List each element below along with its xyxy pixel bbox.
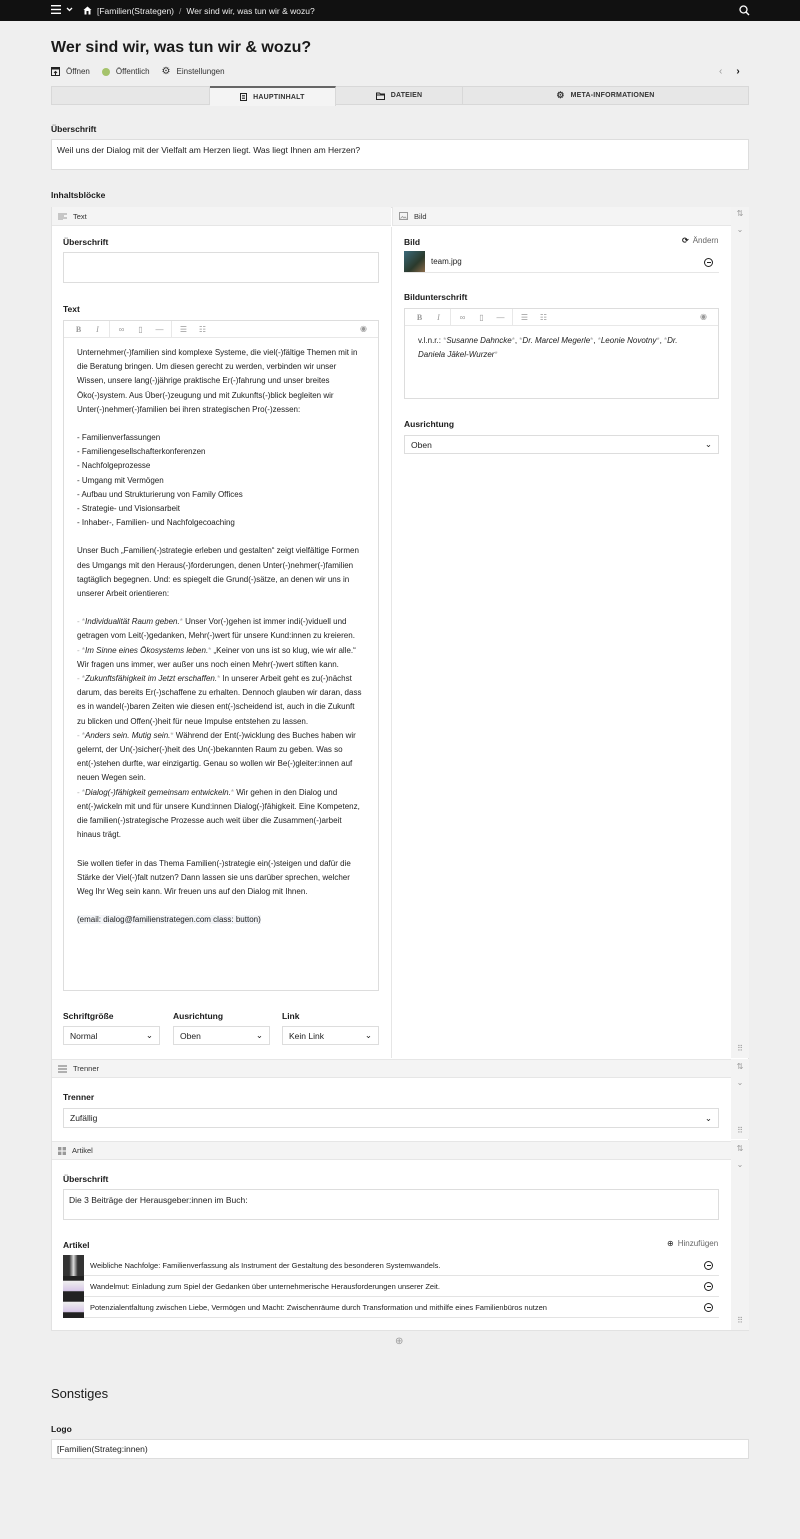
principle-title: Im Sinne eines Ökosystems leben. — [85, 645, 209, 655]
principle-text: Unser Vor(-)gehen ist immer indi(-)viduell und getragen vom Leit(-)gedanken, Mehr(-)wert für unsere Kund:innen zu kreieren. — [77, 617, 355, 641]
chevron-down-icon: ⌄ — [255, 1030, 263, 1040]
list-item: - Strategie- und Visionsarbeit — [77, 504, 181, 514]
list-item: - Inhaber-, Familien- und Nachfolgecoaching — [77, 518, 235, 528]
status-dot-icon — [102, 68, 110, 76]
article-row[interactable] — [63, 1276, 719, 1297]
change-image-button[interactable] — [682, 236, 719, 245]
block-rail — [731, 207, 749, 1058]
status-label: Öffentlich — [115, 67, 150, 76]
principle-title: Anders sein. Mutig sein. — [85, 730, 171, 740]
select-value: Oben — [411, 439, 432, 450]
article-row[interactable] — [63, 1255, 719, 1276]
principle-title: Zukunftsfähigkeit im Jetzt erschaffen. — [85, 674, 218, 684]
text-editor-content[interactable] — [64, 338, 378, 935]
block-type-label: Text — [73, 211, 87, 221]
articles-block-header[interactable] — [52, 1141, 731, 1160]
alignment-select[interactable] — [173, 1026, 270, 1045]
font-size-select[interactable] — [63, 1026, 160, 1045]
pager — [719, 66, 740, 77]
breadcrumb-separator: / — [179, 5, 182, 16]
caption-name: Dr. Daniela Jäkel-Wurzer — [418, 336, 678, 360]
bold-icon[interactable]: B — [75, 324, 82, 334]
list-item: - Familienverfassungen — [77, 433, 161, 443]
breadcrumb — [83, 0, 315, 21]
tab-bar — [51, 86, 749, 105]
top-bar — [0, 0, 800, 21]
image-block-icon — [399, 212, 408, 220]
list-item: - Aufbau und Strukturierung von Family Offices — [77, 489, 243, 499]
select-value: Kein Link — [289, 1030, 324, 1041]
bullet-list-icon[interactable]: ☰ — [179, 324, 188, 334]
divider-block-header[interactable] — [52, 1059, 731, 1078]
paragraph: Unternehmer(-)familien sind komplexe Systeme, die viel(-)fältige Themen mit in die Beratung bringen. Um diesen gerecht zu werden, verbinden wir unser Wissen, unsere lang(-)jährige praktische Er(-)fahrung und unser breites Öko(-)system. Aus Über(-)zeugung und mit Zukunfts(-)blick begleiten wir Unter(-)nehmer(-)familien bei ihren strategischen Pro(-)zessen: — [77, 348, 358, 414]
folder-icon — [376, 92, 385, 100]
previous-page-icon[interactable]: ‹ — [719, 66, 723, 77]
editor-toolbar — [405, 309, 718, 326]
font-size-label: Schriftgröße — [63, 1011, 114, 1021]
image-alignment-select[interactable] — [404, 435, 719, 454]
chevron-down-icon: ⌄ — [704, 439, 712, 449]
heading-input[interactable]: Weil uns der Dialog mit der Vielfalt am Herzen liegt. Was liegt Ihnen am Herzen? — [51, 139, 749, 170]
tab-meta-informationen[interactable] — [463, 87, 748, 104]
list-item: - Nachfolgeprozesse — [77, 461, 151, 471]
articles-heading-label: Überschrift — [63, 1174, 109, 1184]
italic-icon[interactable]: I — [437, 312, 440, 322]
gear-icon: ⚙ — [161, 66, 171, 77]
open-icon — [51, 67, 60, 76]
article-thumbnail — [63, 1255, 84, 1276]
horizontal-rule-icon[interactable]: — — [496, 312, 505, 322]
open-label: Öffnen — [66, 67, 90, 76]
file-icon[interactable]: ▯ — [479, 312, 484, 322]
paragraph: Unser Buch „Familien(-)strategie erleben und gestalten“ zeigt vielfältige Formen des Umgangs mit den Heraus(-)forderungen, denen Unter(-)nehmer(-)familien tagtäglich begegnen. Und: es spiegelt die Grund(-)sätze, an denen wir uns in unserer Arbeit orientieren: — [77, 546, 359, 599]
misc-title: Sonstiges — [51, 1386, 109, 1401]
image-alignment-label: Ausrichtung — [404, 419, 455, 429]
caption-prefix: v.l.n.r.: — [418, 336, 444, 345]
change-label: Ändern — [692, 236, 719, 245]
chevron-down-icon: ⌄ — [145, 1030, 153, 1040]
articles-heading-input[interactable]: Die 3 Beiträge der Herausgeber:innen im Buch: — [63, 1189, 719, 1220]
page-title: Wer sind wir, was tun wir & wozu? — [51, 39, 312, 56]
search-icon[interactable] — [739, 5, 750, 16]
breadcrumb-page[interactable]: Wer sind wir, was tun wir & wozu? — [186, 5, 315, 16]
alignment-label: Ausrichtung — [173, 1011, 224, 1021]
principle-item: - *Anders sein. Mutig sein.* Während der Ent(-)wicklung des Buches haben wir gelernt, der Un(-)sicher(-)heit des Un(-)bekannten Raum zu geben. Was so ent(-)stehen durfte, war einzigartig. Genau so wollen wir Be(-)gleiter:innen auf neuen Wegen sein. — [77, 730, 356, 783]
select-value: Normal — [70, 1030, 98, 1041]
preview-eye-icon[interactable]: ◉ — [360, 324, 367, 333]
text-heading-input[interactable] — [63, 252, 379, 283]
text-block-header[interactable] — [52, 207, 391, 226]
remove-icon[interactable] — [704, 258, 713, 267]
principle-text: Wir gehen in den Dialog und ent(-)wickeln mit und für unsere Kund:innen Dialog(-)fähigkeit. Eine Kompetenz, die familien(-)strategische Prozesse auch weit über die Zusammen(-)arbeit hinaus trägt. — [77, 787, 360, 840]
numbered-list-icon[interactable]: ☷ — [198, 324, 207, 334]
principle-item: - *Dialog(-)fähigkeit gemeinsam entwickeln.* Wir gehen in den Dialog und ent(-)wickeln mit und für unsere Kund:innen Dialog(-)fähigkeit. Eine Kompetenz, die familien(-)strategische Prozesse auch weit über die Zusammen(-)arbeit hinaus trägt. — [77, 787, 360, 840]
plus-circle-icon: ⊕ — [667, 1239, 674, 1248]
tab-dateien[interactable] — [336, 87, 463, 104]
tab-label: META-INFORMATIONEN — [570, 92, 655, 99]
column-divider — [391, 227, 392, 1058]
chevron-down-icon[interactable]: ⌄ — [736, 1160, 744, 1169]
block-type-label: Bild — [414, 211, 427, 221]
articles-list-label: Artikel — [63, 1240, 90, 1250]
heading-label: Überschrift — [51, 124, 97, 134]
caption-content[interactable]: v.l.n.r.: *Susanne Dahncke*, *Dr. Marcel Megerle*, *Leonie Novotny*, *Dr. Daniela Jäkel-Wurzer* — [418, 336, 678, 360]
bullet-list-icon[interactable]: ☰ — [520, 312, 529, 322]
sort-icon[interactable]: ⇅ — [736, 1144, 744, 1153]
principle-item: - *Individualität Raum geben.* Unser Vor(-)gehen ist immer indi(-)viduell und getragen vom Leit(-)gedanken, Mehr(-)wert für unsere Kund:innen zu kreieren. — [77, 617, 355, 641]
bold-icon[interactable]: B — [416, 312, 423, 322]
principle-item: - *Im Sinne eines Ökosystems leben.* „Keiner von uns ist so klug, wie wir alle.“ Wir fragen uns immer, wer außer uns noch einen Mehr(-)wert stiften kann. — [77, 645, 356, 669]
text-label: Text — [63, 304, 80, 314]
block-type-label: Artikel — [72, 1146, 93, 1155]
list-item: - Familiengesellschafterkonferenzen — [77, 447, 206, 457]
link-label: Link — [282, 1011, 300, 1021]
principle-text: Während der Ent(-)wicklung des Buches haben wir gelernt, der Un(-)sicher(-)heit des Un(-)bekannten Raum zu geben. Was so ent(-)stehen durfte, war einzigartig. Genau so wollen wir Be(-)gleiter:innen auf neuen Wegen sein. — [77, 730, 356, 783]
preview-eye-icon[interactable]: ◉ — [700, 312, 707, 321]
article-title: Wandelmut: Einladung zum Spiel der Gedanken über unternehmerische Herausforderungen unserer Zeit. — [90, 1281, 440, 1291]
principle-item: - *Zukunftsfähigkeit im Jetzt erschaffen.* In unserer Arbeit geht es zu(-)nächst darum, das bereits Er(-)schaffene zu erhalten. Dennoch glauben wir daran, dass es in wandel(-)baren Zeiten wie diesen ent(-)scheidend ist, auch in die Zukunft zu blicken und Offen(-)heit für neue Impulse entstehen zu lassen. — [77, 674, 362, 726]
caption-name: Dr. Marcel Megerle — [522, 336, 591, 345]
page-actions — [51, 66, 237, 77]
caption-name: Susanne Dahncke — [446, 336, 512, 345]
blocks-label: Inhaltsblöcke — [51, 190, 106, 200]
principle-text: In unserer Arbeit geht es zu(-)nächst darum, das bereits Er(-)schaffene zu erhalten. Dennoch glauben wir daran, dass es in wandel(-)baren Zeiten wie diesen ent(-)scheidend ist, auch in die Zukunft zu blicken und Offen(-)heit für neue Impulse entstehen zu lassen. — [77, 674, 362, 726]
drag-handle-icon[interactable]: ⠿ — [737, 1316, 743, 1325]
article-title: Weibliche Nachfolge: Familienverfassung als Instrument der Gestaltung des besonderen Systemwandels. — [90, 1260, 441, 1270]
add-label: Hinzufügen — [677, 1239, 719, 1248]
drag-handle-icon[interactable]: ⠿ — [737, 1044, 743, 1053]
hamburger-icon — [51, 5, 61, 14]
link-select[interactable] — [282, 1026, 379, 1045]
link-icon[interactable]: ∞ — [118, 324, 125, 334]
article-row[interactable] — [63, 1297, 719, 1318]
add-block-icon[interactable]: ⊕ — [395, 1336, 404, 1347]
image-filename: team.jpg — [431, 257, 462, 266]
remove-icon[interactable] — [704, 1282, 713, 1291]
image-thumbnail — [404, 251, 425, 272]
remove-icon[interactable] — [704, 1303, 713, 1312]
principle-text: „Keiner von uns ist so klug, wie wir alle.“ Wir fragen uns immer, wer außer uns noch einen Mehr(-)wert stiften kann. — [77, 645, 356, 669]
gear-icon: ⚙ — [556, 90, 565, 100]
drag-handle-icon[interactable]: ⠿ — [737, 1126, 743, 1135]
logo-label: Logo — [51, 1424, 72, 1434]
menu-toggle[interactable] — [51, 5, 73, 14]
refresh-icon: ⟳ — [682, 236, 689, 245]
tab-hauptinhalt[interactable] — [210, 86, 337, 106]
sort-icon[interactable]: ⇅ — [736, 209, 744, 218]
select-value: Oben — [180, 1030, 201, 1041]
list-item: - Umgang mit Vermögen — [77, 475, 164, 485]
logo-input[interactable]: [Familien(Strateg:innen) — [51, 1439, 749, 1459]
status-button[interactable] — [102, 67, 150, 76]
chevron-down-icon — [66, 7, 73, 12]
add-article-button[interactable] — [667, 1239, 718, 1248]
italic-icon[interactable]: I — [96, 324, 99, 334]
caption-label: Bildunterschrift — [404, 292, 468, 302]
image-block-header[interactable] — [392, 207, 731, 226]
remove-icon[interactable] — [704, 1261, 713, 1270]
caption-name: Leonie Novotny — [600, 336, 657, 345]
article-title: Potenzialentfaltung zwischen Liebe, Vermögen und Macht: Zwischenräume durch Transformation und mithilfe eines Familienbüros nutzen — [90, 1302, 547, 1312]
chevron-down-icon: ⌄ — [704, 1112, 712, 1123]
grid-block-icon — [58, 1147, 66, 1155]
text-block-icon — [58, 213, 67, 220]
email-button-markup: (email: dialog@familienstrategen.com class: button) — [77, 915, 261, 925]
link-icon[interactable]: ∞ — [459, 312, 466, 322]
tab-empty[interactable] — [52, 87, 210, 104]
next-page-icon[interactable]: › — [736, 66, 740, 77]
file-icon[interactable]: ▯ — [138, 324, 143, 334]
principle-title: Individualität Raum geben. — [85, 617, 180, 627]
divider-label: Trenner — [63, 1092, 95, 1102]
document-icon — [240, 93, 247, 101]
home-icon[interactable] — [83, 6, 92, 15]
divider-block-icon — [58, 1065, 67, 1073]
image-label: Bild — [404, 237, 421, 247]
paragraph: Sie wollen tiefer in das Thema Familien(-)strategie ein(-)steigen und dafür die Stärke der Viel(-)falt nutzen? Dann lassen sie uns darüber sprechen, welcher Weg Ihr Weg sein kann. Wir freuen uns auf den Dialog mit Ihnen. — [77, 858, 351, 896]
image-file-row — [404, 251, 719, 273]
text-editor[interactable] — [63, 320, 379, 991]
open-button[interactable] — [51, 67, 90, 76]
settings-label: Einstellungen — [176, 67, 225, 76]
caption-editor[interactable] — [404, 308, 719, 399]
horizontal-rule-icon[interactable]: — — [155, 324, 164, 334]
text-heading-label: Überschrift — [63, 237, 109, 247]
select-value: Zufällig — [70, 1113, 98, 1123]
tab-label: HAUPTINHALT — [253, 93, 305, 101]
chevron-down-icon[interactable]: ⌄ — [736, 225, 744, 234]
numbered-list-icon[interactable]: ☷ — [539, 312, 548, 322]
editor-toolbar — [64, 321, 378, 338]
article-thumbnail — [63, 1297, 84, 1318]
sort-icon[interactable]: ⇅ — [736, 1062, 744, 1071]
chevron-down-icon[interactable]: ⌄ — [736, 1078, 744, 1087]
settings-button[interactable] — [162, 66, 225, 77]
tab-label: DATEIEN — [390, 92, 423, 99]
principle-title: Dialog(-)fähigkeit gemeinsam entwickeln. — [85, 787, 231, 797]
article-thumbnail — [63, 1276, 84, 1297]
block-type-label: Trenner — [73, 1064, 99, 1073]
divider-select[interactable] — [63, 1108, 719, 1128]
breadcrumb-site[interactable]: [Familien(Strategen) — [97, 5, 175, 16]
chevron-down-icon: ⌄ — [364, 1030, 372, 1040]
